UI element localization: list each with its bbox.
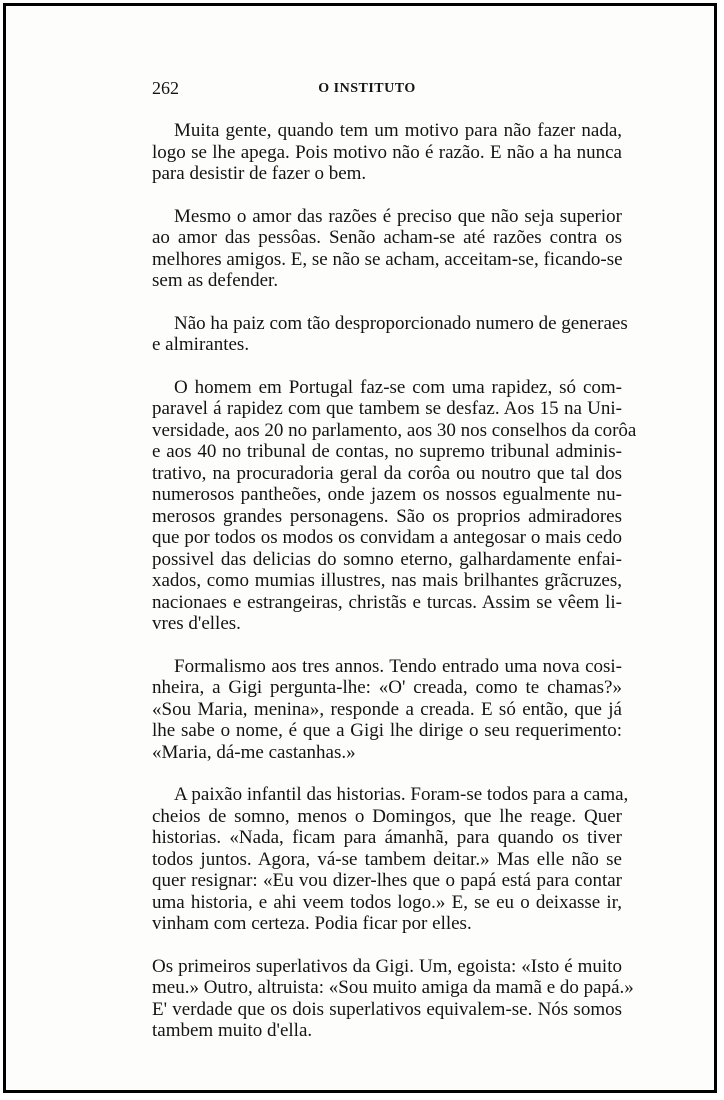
text-line: melhores amigos. E, se não se acham, acceitam-se, ficando-se — [152, 248, 623, 270]
text-line: Os primeiros superlativos da Gigi. Um, egoista: «Isto é muito — [152, 955, 622, 977]
text-line: xados, como mumias illustres, nas mais brilhantes grãcruzes, — [152, 570, 622, 591]
text-line: numerosos pantheões, onde jazem os nossos egualmente nu- — [152, 484, 622, 505]
text-line: sem as defender. — [152, 270, 279, 291]
text-line: «Sou Maria, menina», responde a creada. E só então, que já — [152, 698, 622, 720]
paragraph-7 — [152, 955, 634, 1042]
text-line: possivel das delicias do somno eterno, galhardamente enfai- — [152, 548, 622, 570]
text-line: Formalismo aos tres annos. Tendo entrado uma nova cosi- — [174, 655, 622, 677]
text-line: Muita gente, quando tem um motivo para não fazer nada, — [174, 120, 622, 141]
text-line: lhe sabe o nome, é que a Gigi lhe dirige o seu requerimento: — [152, 720, 622, 741]
text-line: versidade, aos 20 no parlamento, aos 30 nos conselhos da corôa — [152, 419, 637, 441]
text-line: ao amor das pessôas. Senão acham-se até razões contra os — [152, 227, 622, 248]
page-number: 262 — [152, 78, 179, 98]
page-header — [152, 78, 582, 100]
paragraph-6 — [152, 784, 629, 935]
paragraph-2 — [152, 206, 622, 292]
text-line: logo se lhe apega. Pois motivo não é razão. E não a ha nunca — [152, 141, 622, 163]
text-line: E' verdade que os dois superlativos equivalem-se. Nós somos — [152, 998, 622, 1020]
text-line: trativo, na procuradoria geral da corôa ou noutro que tal dos — [152, 462, 622, 484]
text-line: paravel á rapidez com que tambem se desfaz. Aos 15 na Uni- — [152, 398, 622, 419]
paragraph-1 — [152, 120, 622, 185]
running-title: O INSTITUTO — [318, 81, 416, 96]
text-line: nheira, a Gigi pergunta-lhe: «O' creada, como te chamas?» — [152, 677, 622, 698]
text-line: tambem muito d'ella. — [152, 1020, 313, 1041]
paragraph-4 — [152, 376, 637, 635]
body-text — [152, 120, 637, 1063]
text-line: meu.» Outro, altruista: «Sou muito amiga da mamã e do papá.» — [152, 977, 634, 998]
text-line: que por todos os modos os convidam a antegosar o mais cedo — [152, 527, 622, 548]
text-line: para desistir de fazer o bem. — [152, 163, 367, 184]
text-line: nacionaes e estrangeiras, christãs e turcas. Assim se vêem li- — [152, 591, 622, 613]
text-line: cheios de somno, menos o Domingos, que lhe reage. Quer — [152, 805, 622, 827]
text-line: Mesmo o amor das razões é preciso que não seja superior — [174, 205, 622, 227]
text-line: O homem em Portugal faz-se com uma rapidez, só com- — [174, 376, 622, 398]
text-line: historias. «Nada, ficam para ámanhã, para quando os tiver — [152, 827, 622, 848]
text-line: todos juntos. Agora, vá-se tambem deitar.» Mas elle não se — [152, 848, 622, 870]
text-line: vinham com certeza. Podia ficar por elles. — [152, 913, 472, 934]
text-line: merosos grandes personagens. São os proprios admiradores — [152, 505, 622, 527]
text-line: A paixão infantil das historias. Foram-se todos para a cama, — [174, 784, 629, 805]
text-line: e almirantes. — [152, 334, 250, 355]
text-line: quer resignar: «Eu vou dizer-lhes que o papá está para contar — [152, 870, 622, 891]
text-line: e aos 40 no tribunal de contas, no supremo tribunal adminis- — [152, 441, 622, 462]
text-line: «Maria, dá-me castanhas.» — [152, 741, 356, 763]
paragraph-5 — [152, 656, 622, 764]
text-line: vres d'elles. — [152, 613, 241, 634]
text-line: Não ha paiz com tão desproporcionado numero de generaes — [174, 312, 628, 334]
text-line: uma historia, e ahi veem todos logo.» E, se eu o deixasse ir, — [152, 891, 622, 913]
paragraph-3 — [152, 312, 628, 356]
